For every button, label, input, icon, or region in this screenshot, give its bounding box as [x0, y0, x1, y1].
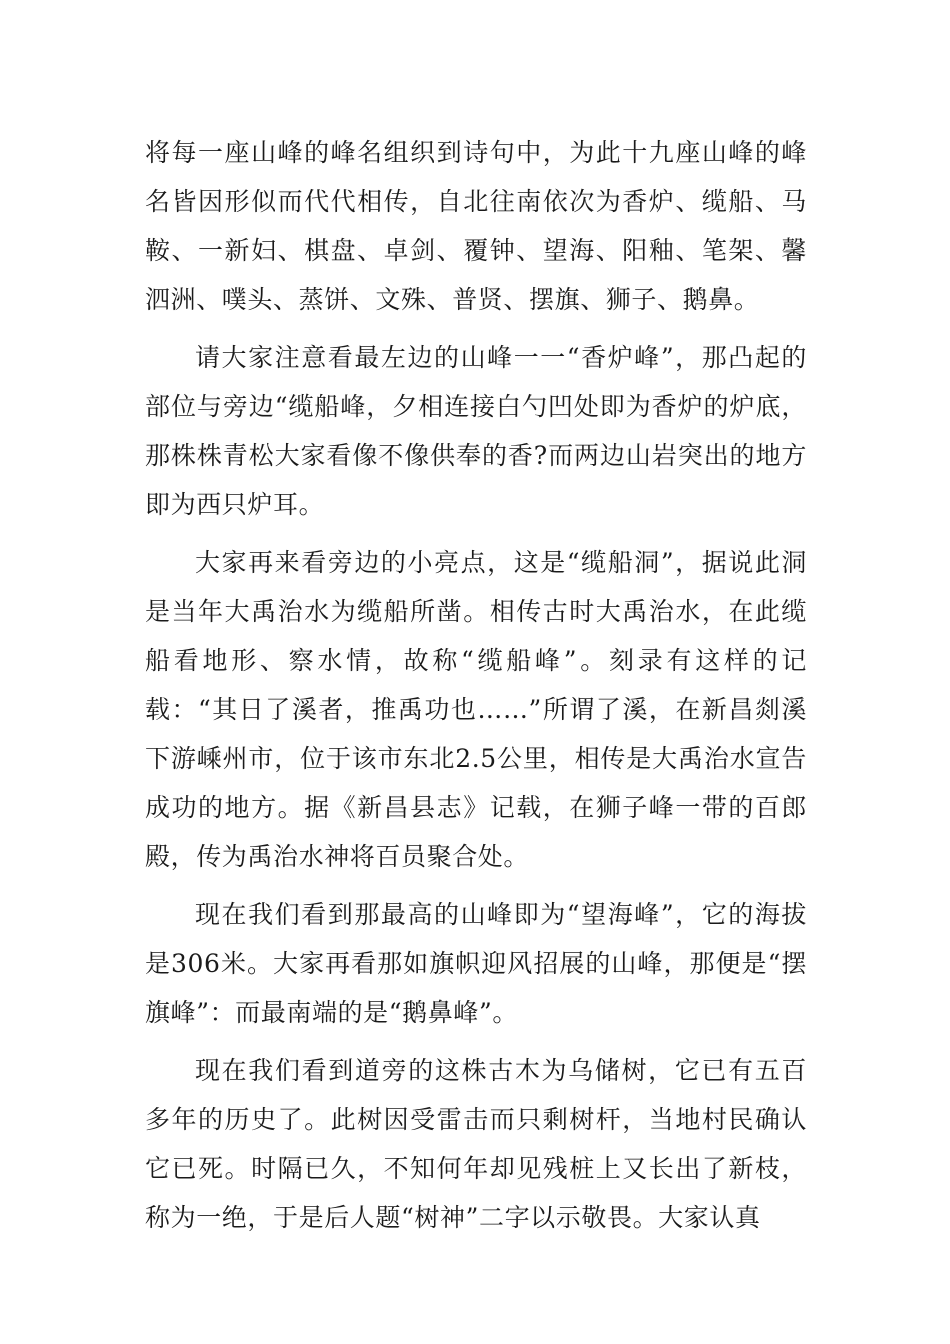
paragraph-5: 现在我们看到道旁的这株古木为乌储树，它已有五百多年的历史了。此树因受雷击而只剩树杆，当地村民确认它已死。时隔已久，不知何年却见残桩上又长出了新枝，称为一绝，于是后人题“树神”二字以示敬畏。大家认真: [145, 1056, 807, 1232]
paragraph-4: 现在我们看到那最高的山峰即为“望海峰”，它的海拔是306米。大家再看那如旗帜迎风招展的山峰，那便是“摆旗峰”：而最南端的是“鹅鼻峰”。: [145, 900, 807, 1027]
paragraph-1: 将每一座山峰的峰名组织到诗句中，为此十九座山峰的峰名皆因形似而代代相传，自北往南依次为香炉、缆船、马鞍、一新妇、棋盘、卓剑、覆钟、望海、阳釉、笔架、馨泗洲、噗头、蒸饼、文殊、普贤、摆旗、狮子、鹅鼻。: [145, 138, 807, 314]
document-page: [145, 128, 807, 1242]
paragraph-2: 请大家注意看最左边的山峰一一“香炉峰”，那凸起的部位与旁边“缆船峰，夕相连接白勺凹处即为香炉的炉底，那株株青松大家看像不像供奉的香?而两边山岩突出的地方即为西只炉耳。: [145, 343, 807, 519]
paragraph-3: 大家再来看旁边的小亮点，这是“缆船洞”，据说此洞是当年大禹治水为缆船所凿。相传古时大禹治水，在此缆船看地形、察水情，故称“缆船峰”。刻录有这样的记载：“其日了溪者，推禹功也……”所谓了溪，在新昌剡溪下游嵊州市，位于该市东北2.5公里，相传是大禹治水宣告成功的地方。据《新昌县志》记载，在狮子峰一带的百郎殿，传为禹治水神将百员聚合处。: [145, 548, 807, 871]
